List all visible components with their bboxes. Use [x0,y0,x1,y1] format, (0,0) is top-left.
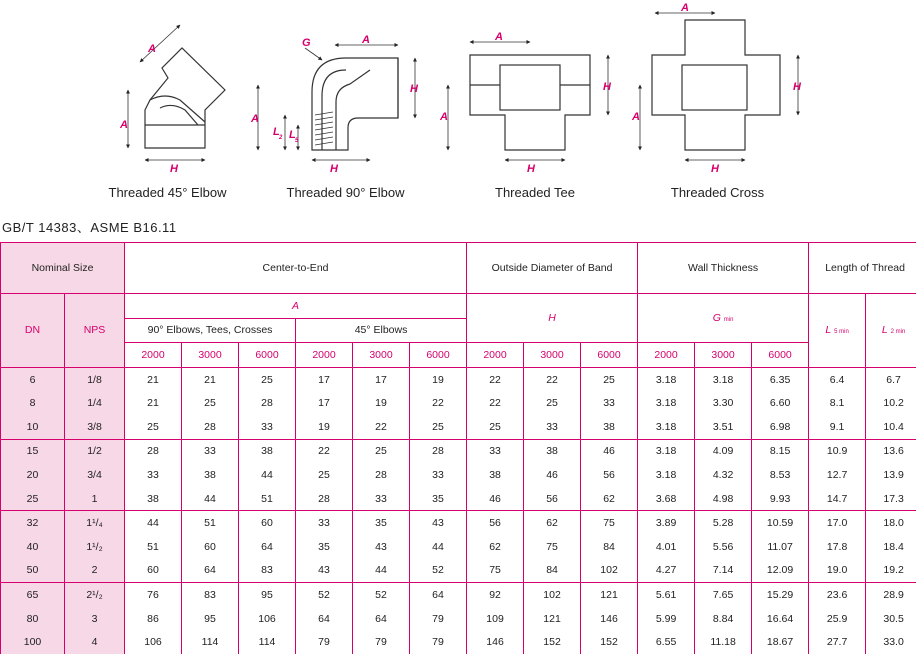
dn-cell: 32 [1,511,65,535]
header-h: H [467,294,638,343]
table-row [1,415,916,439]
value-cell: 56 [581,463,638,487]
nps-cell: 3 [65,607,125,631]
value-cell: 79 [410,607,467,631]
dn-cell: 25 [1,487,65,511]
value-cell: 25 [182,391,239,415]
elbow90-drawing [258,45,415,160]
class-header: 2000 [638,343,695,368]
label-a-cross: A [680,2,689,14]
value-cell: 44 [353,559,410,583]
label-l5-sub: 5 [295,138,299,144]
header-thread-length: Length of Thread [809,243,916,294]
label-l2: L [273,126,280,138]
standard-title: GB/T 14383、ASME B16.11 [2,217,177,236]
value-cell: 28 [296,487,353,511]
value-cell: 3.18 [638,463,695,487]
value-cell: 79 [296,630,353,654]
value-cell: 60 [239,511,296,535]
label-a-tee: A [494,31,503,43]
header-elbow45-group: 45° Elbows [296,318,467,343]
value-cell: 18.4 [866,535,916,559]
dn-cell: 80 [1,607,65,631]
value-cell: 84 [524,559,581,583]
value-cell: 83 [182,583,239,607]
value-cell: 18.0 [866,511,916,535]
value-cell: 46 [467,487,524,511]
value-cell: 28.9 [866,583,916,607]
value-cell: 28 [125,439,182,463]
value-cell: 3.18 [638,439,695,463]
label-a-90: A [361,34,370,46]
value-cell: 64 [410,583,467,607]
value-cell: 121 [581,583,638,607]
caption-elbow45: Threaded 45° Elbow [100,185,235,200]
value-cell: 109 [467,607,524,631]
class-header: 2000 [467,343,524,368]
value-cell: 86 [125,607,182,631]
value-cell: 28 [410,439,467,463]
table-row [1,487,916,511]
value-cell: 17.0 [809,511,866,535]
value-cell: 52 [410,559,467,583]
class-header: 3000 [695,343,752,368]
header-g-symbol: G [713,312,721,324]
table-row [1,559,916,583]
value-cell: 62 [524,511,581,535]
value-cell: 4.01 [638,535,695,559]
value-cell: 9.1 [809,415,866,439]
value-cell: 5.61 [638,583,695,607]
value-cell: 6.7 [866,367,916,391]
header-g [638,294,809,343]
header-l2-symbol: L [882,324,888,336]
table-row [1,511,916,535]
value-cell: 8.15 [752,439,809,463]
value-cell: 38 [182,463,239,487]
nps-cell: 4 [65,630,125,654]
value-cell: 16.64 [752,607,809,631]
value-cell: 28 [239,391,296,415]
value-cell: 27.7 [809,630,866,654]
class-header: 3000 [353,343,410,368]
label-g-90: G [302,37,311,49]
value-cell: 6.60 [752,391,809,415]
header-nominal-size: Nominal Size [1,243,125,294]
label-a-crossb: A [631,111,640,123]
value-cell: 6.55 [638,630,695,654]
value-cell: 46 [524,463,581,487]
nps-cell: 2¹/₂ [65,583,125,607]
value-cell: 79 [353,630,410,654]
label-h-cross: H [793,81,802,93]
table-row [1,463,916,487]
value-cell: 25 [581,367,638,391]
table-row [1,535,916,559]
value-cell: 33.0 [866,630,916,654]
value-cell: 8.1 [809,391,866,415]
value-cell: 46 [581,439,638,463]
value-cell: 3.18 [638,367,695,391]
class-header: 6000 [752,343,809,368]
value-cell: 28 [182,415,239,439]
value-cell: 19.2 [866,559,916,583]
value-cell: 30.5 [866,607,916,631]
value-cell: 3.30 [695,391,752,415]
value-cell: 56 [524,487,581,511]
label-a-45: A [147,43,156,55]
class-header: 6000 [581,343,638,368]
label-a-90b: A [250,113,259,125]
value-cell: 51 [125,535,182,559]
value-cell: 22 [410,391,467,415]
value-cell: 3.68 [638,487,695,511]
nps-cell: 3/4 [65,463,125,487]
value-cell: 18.67 [752,630,809,654]
value-cell: 64 [296,607,353,631]
value-cell: 43 [353,535,410,559]
tee-drawing [448,42,608,160]
value-cell: 102 [524,583,581,607]
value-cell: 17 [353,367,410,391]
table-row [1,630,916,654]
value-cell: 52 [353,583,410,607]
label-a-45b: A [119,119,128,131]
value-cell: 43 [410,511,467,535]
value-cell: 64 [182,559,239,583]
value-cell: 6.98 [752,415,809,439]
value-cell: 3.51 [695,415,752,439]
value-cell: 23.6 [809,583,866,607]
class-header: 2000 [125,343,182,368]
value-cell: 44 [410,535,467,559]
dn-cell: 8 [1,391,65,415]
value-cell: 13.9 [866,463,916,487]
value-cell: 11.07 [752,535,809,559]
value-cell: 3.18 [638,415,695,439]
value-cell: 22 [353,415,410,439]
value-cell: 60 [182,535,239,559]
value-cell: 95 [182,607,239,631]
value-cell: 3.18 [695,367,752,391]
dn-cell: 6 [1,367,65,391]
header-center-to-end: Center-to-End [125,243,467,294]
label-h-45: H [170,163,179,175]
value-cell: 79 [410,630,467,654]
value-cell: 33 [239,415,296,439]
value-cell: 13.6 [866,439,916,463]
value-cell: 25 [296,463,353,487]
value-cell: 17 [296,367,353,391]
value-cell: 44 [125,511,182,535]
value-cell: 8.53 [752,463,809,487]
value-cell: 92 [467,583,524,607]
value-cell: 38 [524,439,581,463]
value-cell: 62 [467,535,524,559]
value-cell: 8.84 [695,607,752,631]
table-row [1,391,916,415]
caption-cross: Threaded Cross [650,185,785,200]
header-l2 [866,294,916,368]
value-cell: 43 [296,559,353,583]
nps-cell: 1 [65,487,125,511]
value-cell: 38 [467,463,524,487]
header-l5-sub: 5 min [834,329,849,335]
header-elbow90-group: 90° Elbows, Tees, Crosses [125,318,296,343]
value-cell: 25 [239,367,296,391]
value-cell: 38 [125,487,182,511]
value-cell: 21 [125,367,182,391]
cross-drawing [640,13,798,160]
value-cell: 4.32 [695,463,752,487]
value-cell: 10.4 [866,415,916,439]
label-h-crossb: H [711,163,720,175]
dn-cell: 15 [1,439,65,463]
value-cell: 75 [524,535,581,559]
value-cell: 15.29 [752,583,809,607]
header-dn: DN [1,294,65,368]
class-header: 6000 [239,343,296,368]
value-cell: 152 [524,630,581,654]
value-cell: 4.98 [695,487,752,511]
table-row [1,439,916,463]
header-g-sub: min [724,317,734,323]
value-cell: 51 [239,487,296,511]
value-cell: 106 [125,630,182,654]
class-header: 3000 [524,343,581,368]
value-cell: 33 [353,487,410,511]
elbow45-drawing [128,25,225,160]
value-cell: 33 [467,439,524,463]
value-cell: 7.14 [695,559,752,583]
value-cell: 10.2 [866,391,916,415]
value-cell: 22 [467,367,524,391]
header-wall: Wall Thickness [638,243,809,294]
value-cell: 51 [182,511,239,535]
value-cell: 64 [239,535,296,559]
value-cell: 95 [239,583,296,607]
dn-cell: 50 [1,559,65,583]
label-h-90: H [410,83,419,95]
value-cell: 44 [182,487,239,511]
value-cell: 3.89 [638,511,695,535]
value-cell: 5.99 [638,607,695,631]
value-cell: 114 [182,630,239,654]
header-od-band: Outside Diameter of Band [467,243,638,294]
nps-cell: 1/8 [65,367,125,391]
value-cell: 14.7 [809,487,866,511]
value-cell: 33 [182,439,239,463]
value-cell: 121 [524,607,581,631]
value-cell: 35 [410,487,467,511]
nps-cell: 1/4 [65,391,125,415]
value-cell: 11.18 [695,630,752,654]
value-cell: 25 [524,391,581,415]
header-a: A [125,294,467,319]
value-cell: 25 [125,415,182,439]
value-cell: 146 [581,607,638,631]
dn-cell: 100 [1,630,65,654]
header-nps: NPS [65,294,125,368]
class-header: 2000 [296,343,353,368]
caption-elbow90: Threaded 90° Elbow [278,185,413,200]
value-cell: 75 [467,559,524,583]
value-cell: 21 [125,391,182,415]
fittings-diagram [0,0,916,210]
caption-tee: Threaded Tee [470,185,600,200]
class-header: 3000 [182,343,239,368]
value-cell: 75 [581,511,638,535]
value-cell: 38 [239,439,296,463]
value-cell: 33 [296,511,353,535]
value-cell: 35 [353,511,410,535]
value-cell: 146 [467,630,524,654]
value-cell: 5.28 [695,511,752,535]
value-cell: 33 [410,463,467,487]
value-cell: 19.0 [809,559,866,583]
class-header: 6000 [410,343,467,368]
value-cell: 33 [524,415,581,439]
value-cell: 17.3 [866,487,916,511]
header-l2-sub: 2 min [891,329,906,335]
value-cell: 19 [296,415,353,439]
value-cell: 3.18 [638,391,695,415]
value-cell: 33 [581,391,638,415]
label-h-teeb: H [527,163,536,175]
value-cell: 56 [467,511,524,535]
dn-cell: 65 [1,583,65,607]
value-cell: 12.7 [809,463,866,487]
value-cell: 76 [125,583,182,607]
value-cell: 5.56 [695,535,752,559]
value-cell: 9.93 [752,487,809,511]
value-cell: 19 [410,367,467,391]
value-cell: 22 [467,391,524,415]
value-cell: 44 [239,463,296,487]
value-cell: 106 [239,607,296,631]
value-cell: 25 [467,415,524,439]
nps-cell: 1¹/₄ [65,511,125,535]
value-cell: 17.8 [809,535,866,559]
table-row [1,367,916,391]
value-cell: 19 [353,391,410,415]
dn-cell: 10 [1,415,65,439]
value-cell: 10.59 [752,511,809,535]
label-a-teeb: A [439,111,448,123]
value-cell: 52 [296,583,353,607]
label-l5: L [289,129,296,141]
nps-cell: 3/8 [65,415,125,439]
nps-cell: 2 [65,559,125,583]
value-cell: 10.9 [809,439,866,463]
table-row [1,583,916,607]
header-l5-symbol: L [825,324,831,336]
table-row [1,607,916,631]
value-cell: 62 [581,487,638,511]
dn-cell: 20 [1,463,65,487]
value-cell: 22 [296,439,353,463]
value-cell: 64 [353,607,410,631]
value-cell: 6.35 [752,367,809,391]
value-cell: 6.4 [809,367,866,391]
value-cell: 102 [581,559,638,583]
value-cell: 35 [296,535,353,559]
value-cell: 33 [125,463,182,487]
value-cell: 84 [581,535,638,559]
value-cell: 83 [239,559,296,583]
value-cell: 22 [524,367,581,391]
value-cell: 28 [353,463,410,487]
label-h-90b: H [330,163,339,175]
value-cell: 25 [410,415,467,439]
value-cell: 25.9 [809,607,866,631]
dn-cell: 40 [1,535,65,559]
nps-cell: 1/2 [65,439,125,463]
value-cell: 4.09 [695,439,752,463]
nps-cell: 1¹/₂ [65,535,125,559]
value-cell: 60 [125,559,182,583]
value-cell: 4.27 [638,559,695,583]
value-cell: 114 [239,630,296,654]
label-l2-sub: 2 [278,135,283,141]
value-cell: 12.09 [752,559,809,583]
value-cell: 38 [581,415,638,439]
label-h-tee: H [603,81,612,93]
dimensions-table [0,242,916,654]
value-cell: 21 [182,367,239,391]
value-cell: 17 [296,391,353,415]
value-cell: 152 [581,630,638,654]
value-cell: 25 [353,439,410,463]
header-l5 [809,294,866,368]
value-cell: 7.65 [695,583,752,607]
